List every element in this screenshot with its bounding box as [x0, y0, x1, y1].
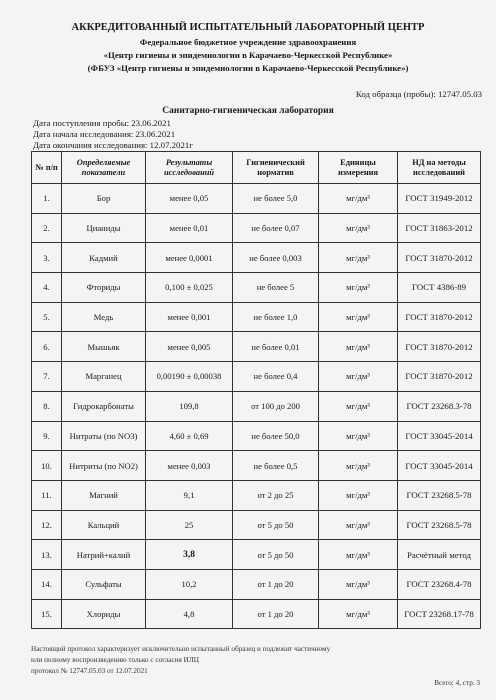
row-unit: мг/дм³ [319, 540, 398, 570]
row-unit: мг/дм³ [319, 332, 398, 362]
row-norm: от 1 до 20 [233, 569, 319, 599]
row-method: ГОСТ 31863-2012 [398, 213, 481, 243]
row-unit: мг/дм³ [319, 480, 398, 510]
row-number: 5. [32, 302, 62, 332]
row-number: 7. [32, 362, 62, 392]
row-norm: не более 0,4 [233, 362, 319, 392]
row-method: ГОСТ 31870-2012 [398, 332, 481, 362]
row-parameter: Кальций [62, 510, 146, 540]
table-row [32, 421, 481, 451]
row-unit: мг/дм³ [319, 362, 398, 392]
col-header-number: № п/п [32, 152, 62, 184]
row-number: 14. [32, 569, 62, 599]
sample-code: Код образца (пробы): 12747.05.03 [355, 89, 482, 99]
table-row [32, 362, 481, 392]
row-method: ГОСТ 31870-2012 [398, 302, 481, 332]
table-row [32, 332, 481, 362]
table-row [32, 391, 481, 421]
results-table [31, 151, 481, 629]
row-norm: не более 1,0 [233, 302, 319, 332]
row-number: 6. [32, 332, 62, 362]
row-method: Расчётный метод [398, 540, 481, 570]
row-result: 3,8 [146, 540, 233, 570]
footer-disclaimer: Настоящий протокол характеризует исключительно испытанный образец и подлежит частичному [31, 645, 331, 653]
row-parameter: Мышьяк [62, 332, 146, 362]
row-method: ГОСТ 23268.3-78 [398, 391, 481, 421]
row-parameter: Бор [62, 184, 146, 214]
row-norm: не более 5,0 [233, 184, 319, 214]
row-parameter: Марганец [62, 362, 146, 392]
table-row [32, 243, 481, 273]
footer-protocol-number: протокол № 12747.05.03 от 12.07.2021 [31, 667, 148, 675]
row-parameter: Сульфаты [62, 569, 146, 599]
center-title: АККРЕДИТОВАННЫЙ ИСПЫТАТЕЛЬНЫЙ ЛАБОРАТОРНЫЙ ЦЕНТР [71, 22, 425, 33]
row-result: 10,2 [146, 569, 233, 599]
row-number: 9. [32, 421, 62, 451]
row-method: ГОСТ 23268.4-78 [398, 569, 481, 599]
table-row [32, 302, 481, 332]
row-number: 11. [32, 480, 62, 510]
table-row [32, 273, 481, 303]
row-parameter: Натрий+калий [62, 540, 146, 570]
row-method: ГОСТ 31870-2012 [398, 362, 481, 392]
col-header-result: Результаты исследований [146, 152, 233, 184]
row-number: 12. [32, 510, 62, 540]
row-number: 8. [32, 391, 62, 421]
row-norm: от 5 до 50 [233, 510, 319, 540]
row-method: ГОСТ 33045-2014 [398, 451, 481, 481]
row-parameter: Цианиды [62, 213, 146, 243]
row-method: ГОСТ 23268.5-78 [398, 510, 481, 540]
row-unit: мг/дм³ [319, 273, 398, 303]
row-number: 2. [32, 213, 62, 243]
row-number: 10. [32, 451, 62, 481]
footer-disclaimer-cont: или полному воспроизведению только с согласия ИЛЦ [31, 656, 199, 664]
row-unit: мг/дм³ [319, 213, 398, 243]
row-unit: мг/дм³ [319, 421, 398, 451]
row-unit: мг/дм³ [319, 302, 398, 332]
institution-abbrev: (ФБУЗ «Центр гигиены и эпидемиологии в Карачаево-Черкесской Республике») [87, 63, 409, 73]
page-number: Всего: 4, стр. 3 [434, 679, 480, 687]
row-norm: не более 0,003 [233, 243, 319, 273]
col-header-norm: Гигиенический норматив [233, 152, 319, 184]
col-header-parameter: Определяемые показатели [62, 152, 146, 184]
row-norm: не более 0,01 [233, 332, 319, 362]
row-method: ГОСТ 31870-2012 [398, 243, 481, 273]
row-unit: мг/дм³ [319, 243, 398, 273]
row-number: 4. [32, 273, 62, 303]
row-norm: не более 50,0 [233, 421, 319, 451]
row-method: ГОСТ 31949-2012 [398, 184, 481, 214]
row-norm: не более 0,07 [233, 213, 319, 243]
row-parameter: Хлориды [62, 599, 146, 629]
institution-name: «Центр гигиены и эпидемиологии в Карачаево-Черкесской Республике» [103, 50, 393, 60]
row-result: 0,00190 ± 0,00038 [146, 362, 233, 392]
date-received: Дата поступления пробы: 23.06.2021 [33, 118, 171, 128]
row-unit: мг/дм³ [319, 451, 398, 481]
table-row [32, 599, 481, 629]
row-parameter: Гидрокарбонаты [62, 391, 146, 421]
row-parameter: Магний [62, 480, 146, 510]
row-unit: мг/дм³ [319, 184, 398, 214]
row-norm: не более 5 [233, 273, 319, 303]
row-result: менее 0,005 [146, 332, 233, 362]
row-method: ГОСТ 4386-89 [398, 273, 481, 303]
row-norm: от 100 до 200 [233, 391, 319, 421]
institution-line: Федеральное бюджетное учреждение здравоохранения [139, 37, 357, 47]
row-parameter: Фториды [62, 273, 146, 303]
row-number: 1. [32, 184, 62, 214]
lab-title: Санитарно-гигиеническая лаборатория [162, 106, 334, 116]
row-parameter: Медь [62, 302, 146, 332]
row-number: 3. [32, 243, 62, 273]
table-row [32, 213, 481, 243]
row-result: 4,8 [146, 599, 233, 629]
table-row [32, 184, 481, 214]
table-header-row [32, 152, 481, 184]
row-unit: мг/дм³ [319, 391, 398, 421]
row-number: 15. [32, 599, 62, 629]
row-result: менее 0,0001 [146, 243, 233, 273]
col-header-unit: Единицы измерения [319, 152, 398, 184]
row-norm: не более 0,5 [233, 451, 319, 481]
row-unit: мг/дм³ [319, 569, 398, 599]
row-result: 0,100 ± 0,025 [146, 273, 233, 303]
row-norm: от 1 до 20 [233, 599, 319, 629]
row-result: менее 0,001 [146, 302, 233, 332]
row-parameter: Нитриты (по NO2) [62, 451, 146, 481]
row-unit: мг/дм³ [319, 510, 398, 540]
date-started: Дата начала исследования: 23.06.2021 [33, 129, 176, 139]
col-header-method: НД на методы исследований [398, 152, 481, 184]
table-row [32, 510, 481, 540]
row-unit: мг/дм³ [319, 599, 398, 629]
row-result: 25 [146, 510, 233, 540]
row-norm: от 2 до 25 [233, 480, 319, 510]
table-row [32, 540, 481, 570]
row-result: 4,60 ± 0,69 [146, 421, 233, 451]
table-row [32, 569, 481, 599]
row-parameter: Нитраты (по NO3) [62, 421, 146, 451]
row-method: ГОСТ 23268.17-78 [398, 599, 481, 629]
row-method: ГОСТ 33045-2014 [398, 421, 481, 451]
row-result: менее 0,01 [146, 213, 233, 243]
date-finished: Дата окончания исследования: 12.07.2021г [33, 140, 193, 150]
row-method: ГОСТ 23268.5-78 [398, 480, 481, 510]
row-norm: от 5 до 50 [233, 540, 319, 570]
row-number: 13. [32, 540, 62, 570]
row-result: менее 0,003 [146, 451, 233, 481]
table-row [32, 480, 481, 510]
table-row [32, 451, 481, 481]
row-parameter: Кадмий [62, 243, 146, 273]
row-result: менее 0,05 [146, 184, 233, 214]
row-result: 9,1 [146, 480, 233, 510]
row-result: 109,8 [146, 391, 233, 421]
